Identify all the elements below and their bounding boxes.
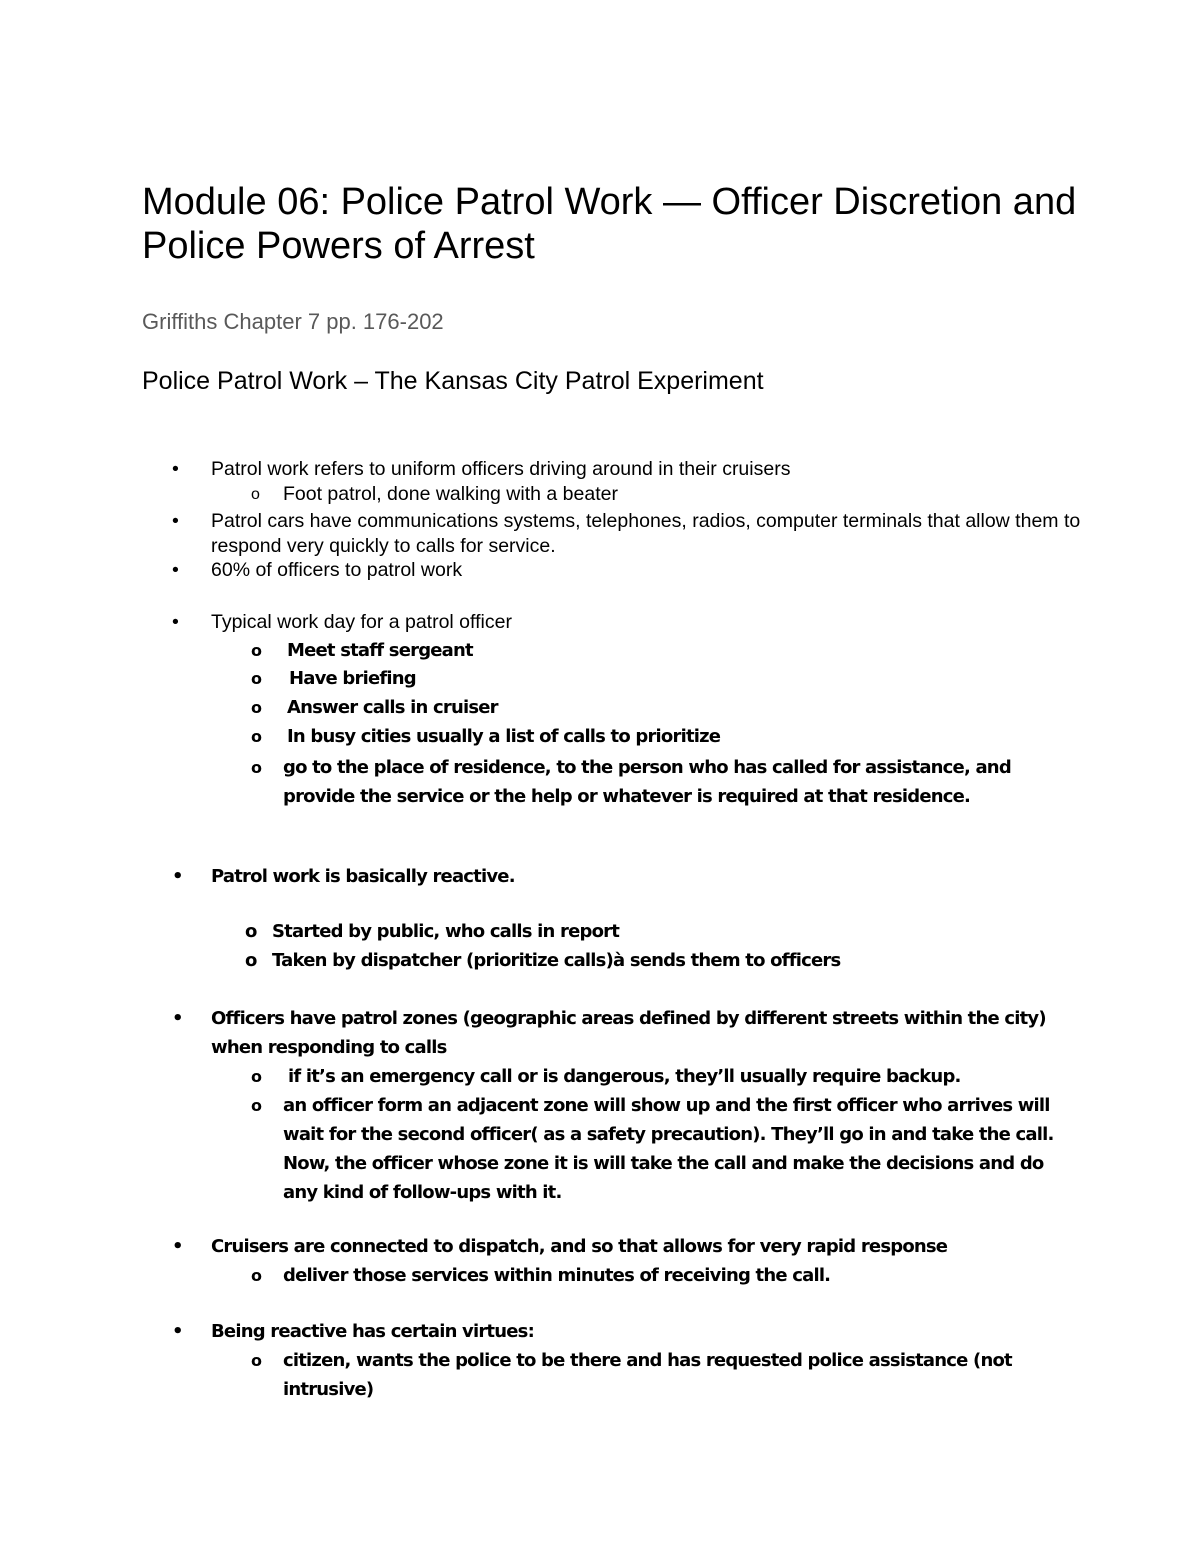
document-title: Module 06: Police Patrol Work — Officer Discretion and Police Powers of Arrest xyxy=(142,181,1077,267)
list-item-text: Patrol cars have communications systems, telephones, radios, computer terminals that allow them to respond very quickly to calls for service. xyxy=(211,510,1081,557)
list-item-text: Answer calls in cruiser xyxy=(287,697,498,718)
sub-bullet-marker: o xyxy=(251,1351,262,1370)
list-item-text: deliver those services within minutes of receiving the call. xyxy=(283,1265,831,1286)
list-item-text: go to the place of residence, to the person who has called for assistance, and provide the service or the help or whatever is required at that residence. xyxy=(283,757,1011,807)
sub-bullet-marker: o xyxy=(251,1067,262,1086)
list-item-text: Cruisers are connected to dispatch, and so that allows for very rapid response xyxy=(211,1236,948,1257)
list-item-text: Foot patrol, done walking with a beater xyxy=(283,483,618,505)
bullet-marker: • xyxy=(172,559,179,581)
list-item-text: 60% of officers to patrol work xyxy=(211,559,463,581)
bullet-marker: • xyxy=(172,1321,183,1342)
list-item-text: if it’s an emergency call or is dangerous, they’ll usually require backup. xyxy=(288,1066,961,1087)
bullet-marker: • xyxy=(172,458,179,480)
list-item-text: Patrol work is basically reactive. xyxy=(211,866,515,887)
bullet-marker: • xyxy=(172,611,179,633)
bullet-marker: • xyxy=(172,866,183,887)
sub-bullet-marker: o xyxy=(251,641,262,660)
list-item-text: Taken by dispatcher (prioritize calls)à sends them to officers xyxy=(272,950,841,971)
list-item-text: Patrol work refers to uniform officers driving around in their cruisers xyxy=(211,458,791,480)
sub-bullet-marker: o xyxy=(251,1096,262,1115)
list-item-text: Officers have patrol zones (geographic areas defined by different streets within the city) when responding to calls xyxy=(211,1008,1046,1058)
document-subtitle: Griffiths Chapter 7 pp. 176-202 xyxy=(142,309,444,334)
list-item-text: Being reactive has certain virtues: xyxy=(211,1321,534,1342)
sub-bullet-marker: o xyxy=(251,669,262,688)
sub-bullet-marker: o xyxy=(251,486,260,503)
list-item-text: Started by public, who calls in report xyxy=(272,921,620,942)
list-item-text: Typical work day for a patrol officer xyxy=(211,611,512,633)
sub-bullet-marker: o xyxy=(251,698,262,717)
sub-bullet-marker: o xyxy=(251,758,262,777)
bullet-marker: • xyxy=(172,1236,183,1257)
list-item-text: In busy cities usually a list of calls to prioritize xyxy=(287,726,721,747)
list-item-text: citizen, wants the police to be there and has requested police assistance (not intrusive) xyxy=(283,1350,1012,1400)
list-item-text: Meet staff sergeant xyxy=(287,640,473,661)
bullet-marker: • xyxy=(172,510,179,532)
sub-bullet-marker: o xyxy=(245,921,257,942)
section-heading: Police Patrol Work – The Kansas City Patrol Experiment xyxy=(142,367,764,395)
sub-bullet-marker: o xyxy=(251,727,262,746)
bullet-marker: • xyxy=(172,1008,183,1029)
list-item-text: an officer form an adjacent zone will show up and the first officer who arrives will wait for the second officer( as a safety precaution). They’ll go in and take the call. Now, the officer whose zone it is will take the call and make the decisions and do any kind of follow-ups with it. xyxy=(283,1095,1054,1203)
sub-bullet-marker: o xyxy=(245,950,257,971)
sub-bullet-marker: o xyxy=(251,1266,262,1285)
list-item-text: Have briefing xyxy=(289,668,416,689)
